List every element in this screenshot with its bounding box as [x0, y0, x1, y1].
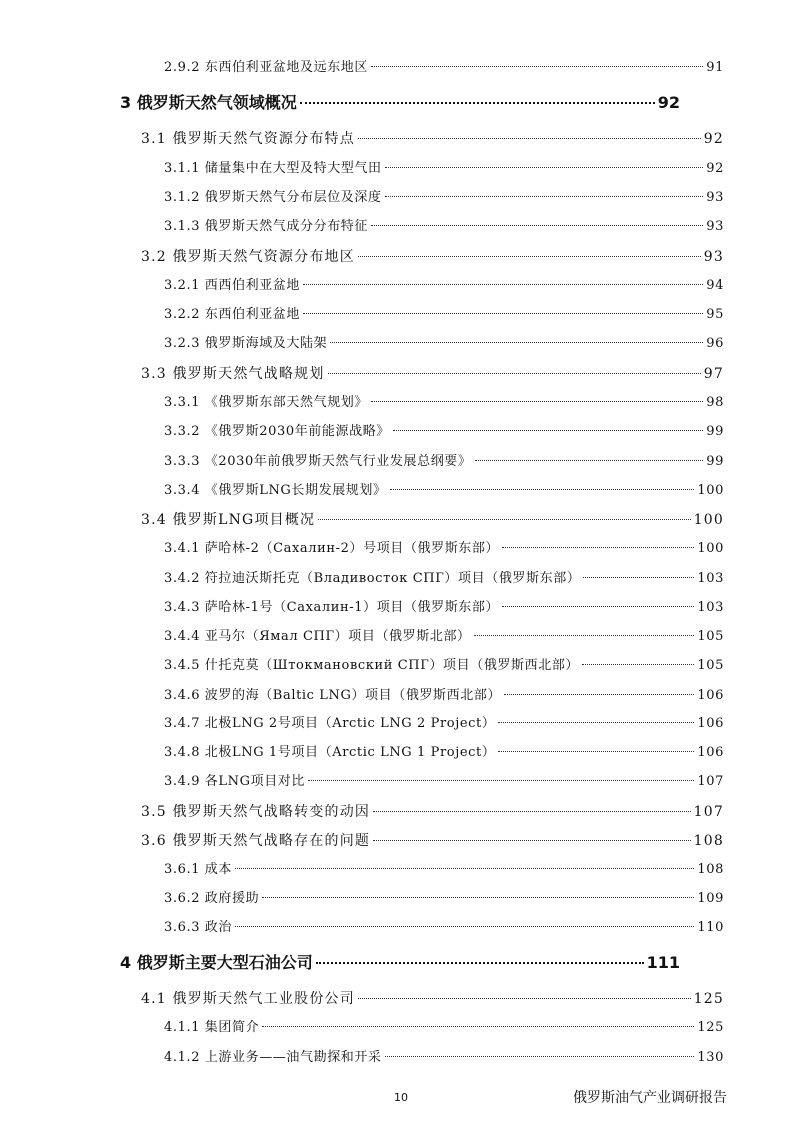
toc-entry-page: 108 — [693, 833, 724, 849]
toc-entry[interactable] — [164, 568, 724, 590]
toc-dot-leader — [300, 102, 655, 104]
toc-dot-leader — [373, 811, 691, 812]
toc-entry[interactable] — [164, 771, 724, 793]
toc-dot-leader — [385, 1056, 695, 1057]
toc-dot-leader — [385, 167, 704, 168]
toc-entry[interactable] — [164, 333, 724, 355]
toc-entry-page: 109 — [697, 891, 724, 906]
toc-dot-leader — [393, 430, 703, 431]
toc-entry-page: 107 — [693, 804, 724, 820]
toc-dot-leader — [504, 694, 694, 695]
toc-entry-title: 2.9.2 东西伯利亚盆地及远东地区 — [164, 60, 369, 75]
toc-entry-page: 93 — [706, 219, 724, 234]
toc-entry-page: 106 — [697, 688, 724, 703]
toc-entry-title: 3.6 俄罗斯天然气战略存在的问题 — [141, 833, 371, 849]
toc-entry-page: 92 — [703, 131, 724, 147]
toc-entry-title: 3.5 俄罗斯天然气战略转变的动因 — [141, 804, 371, 820]
toc-dot-leader — [371, 66, 703, 67]
toc-entry-title: 3 俄罗斯天然气领域概况 — [120, 93, 297, 112]
report-title: 俄罗斯油气产业调研报告 — [573, 1090, 727, 1106]
toc-entry-title: 3.4.4 亚马尔（Ямал СПГ）项目（俄罗斯北部） — [164, 629, 471, 644]
toc-entry-title: 3.1.2 俄罗斯天然气分布层位及深度 — [164, 190, 382, 205]
toc-entry[interactable] — [164, 713, 724, 735]
toc-dot-leader — [358, 256, 701, 257]
toc-entry[interactable] — [164, 742, 724, 764]
toc-dot-leader — [390, 489, 695, 490]
toc-entry-title: 3.3.1 《俄罗斯东部天然气规划》 — [164, 395, 369, 410]
toc-entry-title: 3.2 俄罗斯天然气资源分布地区 — [141, 249, 355, 265]
toc-entry[interactable] — [164, 304, 724, 326]
toc-dot-leader — [358, 138, 701, 139]
toc-entry-page: 96 — [706, 336, 724, 351]
toc-dot-leader — [502, 606, 694, 607]
toc-entry-page: 93 — [706, 190, 724, 205]
toc-entry[interactable] — [141, 801, 724, 823]
toc-entry[interactable] — [164, 451, 724, 473]
toc-entry-title: 3.3.3 《2030年前俄罗斯天然气行业发展总纲要》 — [164, 454, 472, 469]
toc-entry-page: 130 — [697, 1050, 724, 1065]
toc-entry-page: 98 — [706, 395, 724, 410]
toc-entry-page: 100 — [697, 541, 724, 556]
toc-entry-title: 3.4.5 什托克莫（Штокмановский СПГ）项目（俄罗斯西北部） — [164, 658, 580, 673]
toc-dot-leader — [235, 868, 694, 869]
toc-entry-title: 4.1.2 上游业务——油气勘探和开采 — [164, 1050, 382, 1065]
toc-entry-page: 108 — [697, 862, 724, 877]
toc-entry-page: 111 — [646, 953, 680, 972]
toc-entry-page: 125 — [693, 991, 724, 1007]
toc-entry[interactable] — [164, 626, 724, 648]
toc-entry-title: 3.1 俄罗斯天然气资源分布特点 — [141, 131, 355, 147]
toc-entry-page: 125 — [697, 1020, 724, 1035]
toc-entry-title: 3.4.9 各LNG项目对比 — [164, 774, 306, 789]
toc-entry-page: 94 — [706, 278, 724, 293]
toc-entry-title: 3.4.2 符拉迪沃斯托克（Владивосток СПГ）项目（俄罗斯东部） — [164, 571, 581, 586]
toc-entry-title: 3.2.2 东西伯利亚盆地 — [164, 307, 301, 322]
toc-dot-leader — [303, 313, 703, 314]
toc-entry-page: 99 — [706, 454, 724, 469]
toc-entry[interactable] — [164, 57, 724, 79]
toc-entry[interactable] — [141, 830, 724, 852]
toc-dot-leader — [358, 998, 691, 999]
toc-entry[interactable] — [141, 363, 724, 385]
toc-dot-leader — [308, 780, 694, 781]
toc-entry-page: 92 — [657, 93, 680, 112]
toc-dot-leader — [262, 1026, 694, 1027]
toc-entry-page: 100 — [693, 512, 724, 528]
toc-entry-page: 103 — [697, 600, 724, 615]
toc-entry-page: 105 — [697, 629, 724, 644]
toc-entry[interactable] — [164, 480, 724, 502]
toc-entry-title: 3.1.3 俄罗斯天然气成分分布特征 — [164, 219, 369, 234]
toc-entry[interactable] — [164, 685, 724, 707]
toc-entry-title: 3.3.4 《俄罗斯LNG长期发展规划》 — [164, 483, 387, 498]
toc-entry[interactable] — [120, 952, 680, 974]
toc-entry-title: 3.2.3 俄罗斯海域及大陆架 — [164, 336, 328, 351]
toc-entry-title: 3.6.1 成本 — [164, 862, 233, 877]
toc-entry[interactable] — [164, 392, 724, 414]
toc-dot-leader — [316, 962, 644, 964]
toc-entry[interactable] — [164, 888, 724, 910]
toc-entry[interactable] — [164, 216, 724, 238]
toc-entry-page: 105 — [697, 658, 724, 673]
toc-entry-page: 110 — [697, 920, 724, 935]
toc-entry-title: 3.4.1 萨哈林-2（Сахалин-2）号项目（俄罗斯东部） — [164, 541, 500, 556]
toc-entry-title: 3.3.2 《俄罗斯2030年前能源战略》 — [164, 424, 390, 439]
toc-entry[interactable] — [141, 128, 724, 150]
toc-entry-title: 3.4.6 波罗的海（Baltic LNG）项目（俄罗斯西北部） — [164, 688, 502, 703]
toc-entry[interactable] — [141, 988, 724, 1010]
toc-entry-page: 103 — [697, 571, 724, 586]
toc-entry-title: 3.2.1 西西伯利亚盆地 — [164, 278, 301, 293]
toc-entry-title: 3.4.8 北极LNG 1号项目（Arctic LNG 1 Project） — [164, 745, 496, 760]
toc-dot-leader — [498, 722, 694, 723]
toc-dot-leader — [502, 547, 694, 548]
toc-dot-leader — [371, 225, 703, 226]
toc-entry[interactable] — [164, 421, 724, 443]
toc-dot-leader — [385, 196, 704, 197]
toc-entry-page: 106 — [697, 745, 724, 760]
toc-entry-page: 106 — [697, 716, 724, 731]
toc-entry[interactable] — [164, 1047, 724, 1069]
toc-entry-page: 93 — [703, 249, 724, 265]
toc-entry-page: 100 — [697, 483, 724, 498]
toc-dot-leader — [330, 342, 703, 343]
toc-entry[interactable] — [164, 187, 724, 209]
toc-entry[interactable] — [141, 246, 724, 268]
toc-entry[interactable] — [164, 275, 724, 297]
toc-entry-title: 3.4 俄罗斯LNG项目概况 — [141, 512, 316, 528]
toc-dot-leader — [498, 751, 694, 752]
toc-dot-leader — [475, 460, 704, 461]
toc-entry-title: 3.4.3 萨哈林-1号（Сахалин-1）项目（俄罗斯东部） — [164, 600, 500, 615]
toc-entry-title: 3.1.1 储量集中在大型及特大型气田 — [164, 161, 382, 176]
toc-entry-title: 3.6.3 政治 — [164, 920, 233, 935]
toc-entry-title: 3.4.7 北极LNG 2号项目（Arctic LNG 2 Project） — [164, 716, 496, 731]
page-number: 10 — [394, 1091, 408, 1104]
toc-entry-page: 91 — [706, 60, 724, 75]
toc-dot-leader — [373, 840, 691, 841]
toc-entry-title: 4.1.1 集团简介 — [164, 1020, 260, 1035]
toc-dot-leader — [583, 577, 694, 578]
toc-dot-leader — [235, 926, 694, 927]
toc-entry[interactable] — [164, 1017, 724, 1039]
toc-dot-leader — [303, 284, 703, 285]
toc-dot-leader — [582, 664, 694, 665]
toc-entry[interactable] — [164, 158, 724, 180]
toc-entry[interactable] — [164, 597, 724, 619]
toc-entry[interactable] — [120, 92, 680, 114]
toc-dot-leader — [262, 897, 694, 898]
toc-entry-title: 3.3 俄罗斯天然气战略规划 — [141, 366, 325, 382]
toc-entry[interactable] — [164, 859, 724, 881]
toc-entry-page: 107 — [697, 774, 724, 789]
toc-dot-leader — [328, 373, 701, 374]
toc-entry-page: 97 — [703, 366, 724, 382]
toc-entry-title: 4 俄罗斯主要大型石油公司 — [120, 953, 313, 972]
toc-entry-title: 3.6.2 政府援助 — [164, 891, 260, 906]
toc-dot-leader — [318, 519, 690, 520]
toc-entry-page: 95 — [706, 307, 724, 322]
toc-entry[interactable] — [164, 655, 724, 677]
toc-entry[interactable] — [164, 538, 724, 560]
toc-entry-page: 92 — [706, 161, 724, 176]
toc-dot-leader — [474, 635, 695, 636]
toc-entry[interactable] — [164, 917, 724, 939]
toc-entry-page: 99 — [706, 424, 724, 439]
toc-entry-title: 4.1 俄罗斯天然气工业股份公司 — [141, 991, 355, 1007]
toc-entry[interactable] — [141, 509, 724, 531]
toc-dot-leader — [371, 401, 703, 402]
